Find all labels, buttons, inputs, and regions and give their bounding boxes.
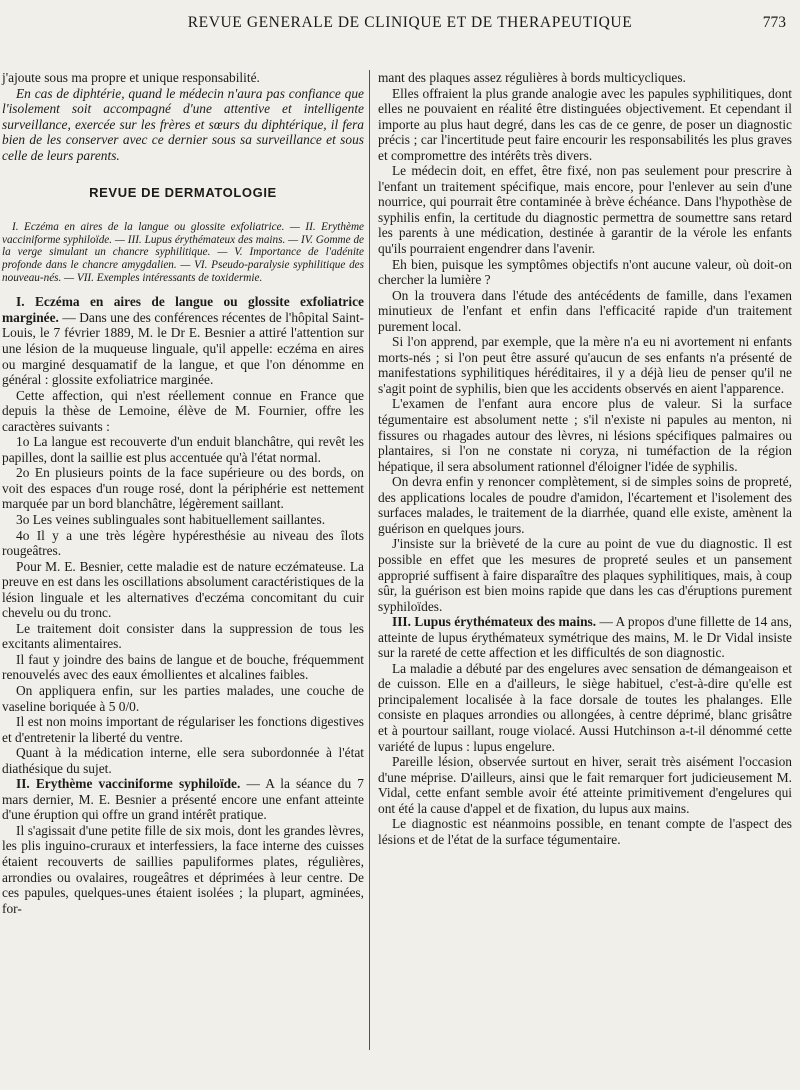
section-title: REVUE DE DERMATOLOGIE <box>89 185 277 201</box>
page-number: 773 <box>762 14 786 31</box>
section-summary: I. Eczéma en aires de la langue ou glossite exfoliatrice. — II. Erythème vacciniforme syphiloïde. — III. Lupus érythémateux des mains. — IV. Gomme de la verge simulant un chancre syphilitique. — V. Importance de l'adénite profonde dans le chancre amygdalien. — VI. Pseudo-paralysie syphilitique des nouveau-nés. — VII. Exemples intéressants de toxidermie. <box>2 220 364 284</box>
subsection-text: — Dans une des conférences récentes de l'hôpital Saint-Louis, le 7 février 1889, M. le Dr E. Besnier a attiré l'attention sur une lésion de la muqueuse linguale, qu'il appelle: eczéma en aires ou marginé desquamatif de la langue, et que l'on dénomme en général : glossite exfoliatrice marginée. <box>2 309 364 388</box>
paragraph: On la trouvera dans l'étude des antécédents de famille, dans l'examen minutieux de l'enfant et enfin dans l'efficacité rapide d'un traitement purement local. <box>378 287 792 334</box>
paragraph: La maladie a débuté par des engelures avec sensation de démangeaison et de cuisson. Elle en a d'ailleurs, le siège habituel, c'est-à-dire qu'elle est principalement localisée à la face dorsale de toutes les phalanges. Elle consiste en plaques arrondies ou allongées, à centre déprimé, blanc grisâtre et à pourtour saillant, rouge violacé. Aussi Hutchinson a-t-il dénommé cette variété de lupus : lupus engelure. <box>378 660 792 754</box>
subsection-text: — A propos d'une fillette de 14 ans, atteinte de lupus érythémateux symétrique des mains, M. le Dr Vidal insiste sur la rareté de cette affection et les difficultés de son diagnostic. <box>378 614 792 661</box>
paragraph: Le traitement doit consister dans la suppression de tous les excitants alimentaires. <box>2 620 364 652</box>
paragraph: J'insiste sur la brièveté de la cure au point de vue du diagnostic. Il est possible en effet que les mesures de propreté seules et un pansement approprié suffisent à faire disparaître des plaques syphilitiques, mais, à coup sûr, la guérison est bien moins rapide que dans les cas d'éruptions purement syphiloïdes. <box>378 536 792 614</box>
paragraph: Si l'on apprend, par exemple, que la mère n'a eu ni avortement ni enfants morts-nés ; si l'on peut être assuré qu'aucun de ses enfants n'a présenté de manifestations syphilitiques héréditaires, il y a déjà lieu de penser qu'il ne s'agit point de syphilis, bien que les accidents observés en aient l'apparence. <box>378 334 792 396</box>
paragraph: Quant à la médication interne, elle sera subordonnée à l'état diathésique du sujet. <box>2 745 364 776</box>
paragraph: On devra enfin y renoncer complètement, si de simples soins de propreté, des applications locales de poudre d'amidon, l'écartement et l'isolement des surfaces malades, le traitement de la diarrhée, quand elle existe, amènent la guérison en quelques jours. <box>378 474 792 536</box>
column-divider <box>369 70 370 1050</box>
paragraph: j'ajoute sous ma propre et unique responsabilité. <box>2 70 260 85</box>
paragraph: En cas de diphtérie, quand le médecin n'aura pas confiance que l'isolement soit accompagné d'une attentive et intelligente surveillance, exercée sur les frères et sœurs du diphtérique, il fera bien de les conserver avec ce dernier sous sa surveillance et sous celle de leurs parents. <box>2 85 364 163</box>
subsection-heading: I. Eczéma en aires de langue ou glossite exfoliatrice marginée. <box>2 294 364 325</box>
paragraph: 3o Les veines sublinguales sont habituellement saillantes. <box>16 512 326 527</box>
subsection-text: — A la séance du 7 mars dernier, M. E. Besnier a présenté encore une enfant atteinte d'une éruption qui offre un grand intérêt pratique. <box>2 776 364 823</box>
paragraph: On appliquera enfin, sur les parties malades, une couche de vaseline boriquée à 5 0/0. <box>2 683 364 714</box>
left-column <box>2 70 364 916</box>
paragraph: Il s'agissait d'une petite fille de six mois, dont les grandes lèvres, les plis inguino-cruraux et interfessiers, la face interne des cuisses étaient recouverts de saillies papuliformes plates, régulières, arrondies ou ovalaires, rougeâtres et déprimées à leur centre. De ces papules, quelques-unes étaient isolées ; la plupart, agminées, for- <box>2 822 364 916</box>
paragraph <box>2 294 364 387</box>
paragraph: 4o Il y a une très légère hypéresthésie au niveau des îlots rougeâtres. <box>2 527 364 559</box>
subsection-heading: II. Erythème vacciniforme syphiloïde. <box>16 776 241 792</box>
paragraph <box>378 614 792 661</box>
running-head: REVUE GENERALE DE CLINIQUE ET DE THERAPEUTIQUE <box>187 14 633 31</box>
paragraph: 1o La langue est recouverte d'un enduit blanchâtre, qui revêt les papilles, dont la saillie est plus accentuée qu'à l'état normal. <box>2 434 364 465</box>
paragraph: Le diagnostic est néanmoins possible, en tenant compte de l'aspect des lésions et de l'état de la surface tégumentaire. <box>378 816 792 847</box>
paragraph <box>2 776 364 823</box>
right-column <box>378 70 792 847</box>
paragraph: Il est non moins important de régulariser les fonctions digestives et d'entretenir la liberté du ventre. <box>2 714 364 745</box>
paragraph: Le médecin doit, en effet, être fixé, non pas seulement pour prescrire à l'enfant un traitement spécifique, mais encore, pour l'enlever au sein d'une nourrice, qui pourrait être contaminée à brève échéance. Dans l'hypothèse de syphilis enfin, la certitude du diagnostic permettra de soumettre sans retard les parents à une médication, destinée à garantir de la vérole les enfants qu'ils pourraient engendrer dans l'avenir. <box>378 163 792 257</box>
paragraph: Pareille lésion, observée surtout en hiver, serait très aisément l'occasion d'une méprise. D'ailleurs, ainsi que le fait remarquer fort judicieusement M. Vidal, cette enfant semble avoir été atteinte primitivement d'engelures qui ont été la cause d'appel et de fixation, du lupus aux mains. <box>378 754 792 816</box>
paragraph: Cette affection, qui n'est réellement connue en France que depuis la thèse de Lemoine, élève de M. Fournier, offre les caractères suivants : <box>2 387 364 434</box>
paragraph: Elles offraient la plus grande analogie avec les papules syphilitiques, dont elles ne pouvaient en réalité être distinguées objectivement. Et cependant il importe au plus haut degré, dans les cas de ce genre, de poser un diagnostic précis ; car l'incertitude peut faire encourir les responsabilités les plus graves et compromettre des intérêts très divers. <box>378 85 792 163</box>
subsection-heading: III. Lupus érythémateux des mains. <box>392 614 597 630</box>
paragraph: Pour M. E. Besnier, cette maladie est de nature eczémateuse. La preuve en est dans les oscillations absolument caractéristiques de la lésion linguale et les alternatives d'eczéma concomitant du cuir chevelu ou du tronc. <box>2 558 364 621</box>
paragraph: Eh bien, puisque les symptômes objectifs n'ont aucune valeur, où doit-on chercher la lumière ? <box>378 256 792 288</box>
paragraph: Il faut y joindre des bains de langue et de bouche, fréquemment renouvelés avec des eaux émollientes et alcalines faibles. <box>2 651 364 683</box>
page-header <box>0 14 800 40</box>
paragraph: L'examen de l'enfant aura encore plus de valeur. Si la surface tégumentaire est absolument nette ; s'il n'existe ni papules au menton, ni fissures ou rhagades autour des lèvres, ni lésions spécifiques palmaires ou plantaires, si l'on ne constate ni coryza, ni tuméfaction de la région hépatique, il sera absolument rationnel d'éloigner l'idée de syphilis. <box>378 396 792 474</box>
paragraph: 2o En plusieurs points de la face supérieure ou des bords, on voit des espaces d'un rouge rosé, dont la périphérie est nettement marquée par un bord blanchâtre, légèrement saillant. <box>2 465 364 512</box>
paragraph: mant des plaques assez régulières à bords multicycliques. <box>378 70 686 85</box>
